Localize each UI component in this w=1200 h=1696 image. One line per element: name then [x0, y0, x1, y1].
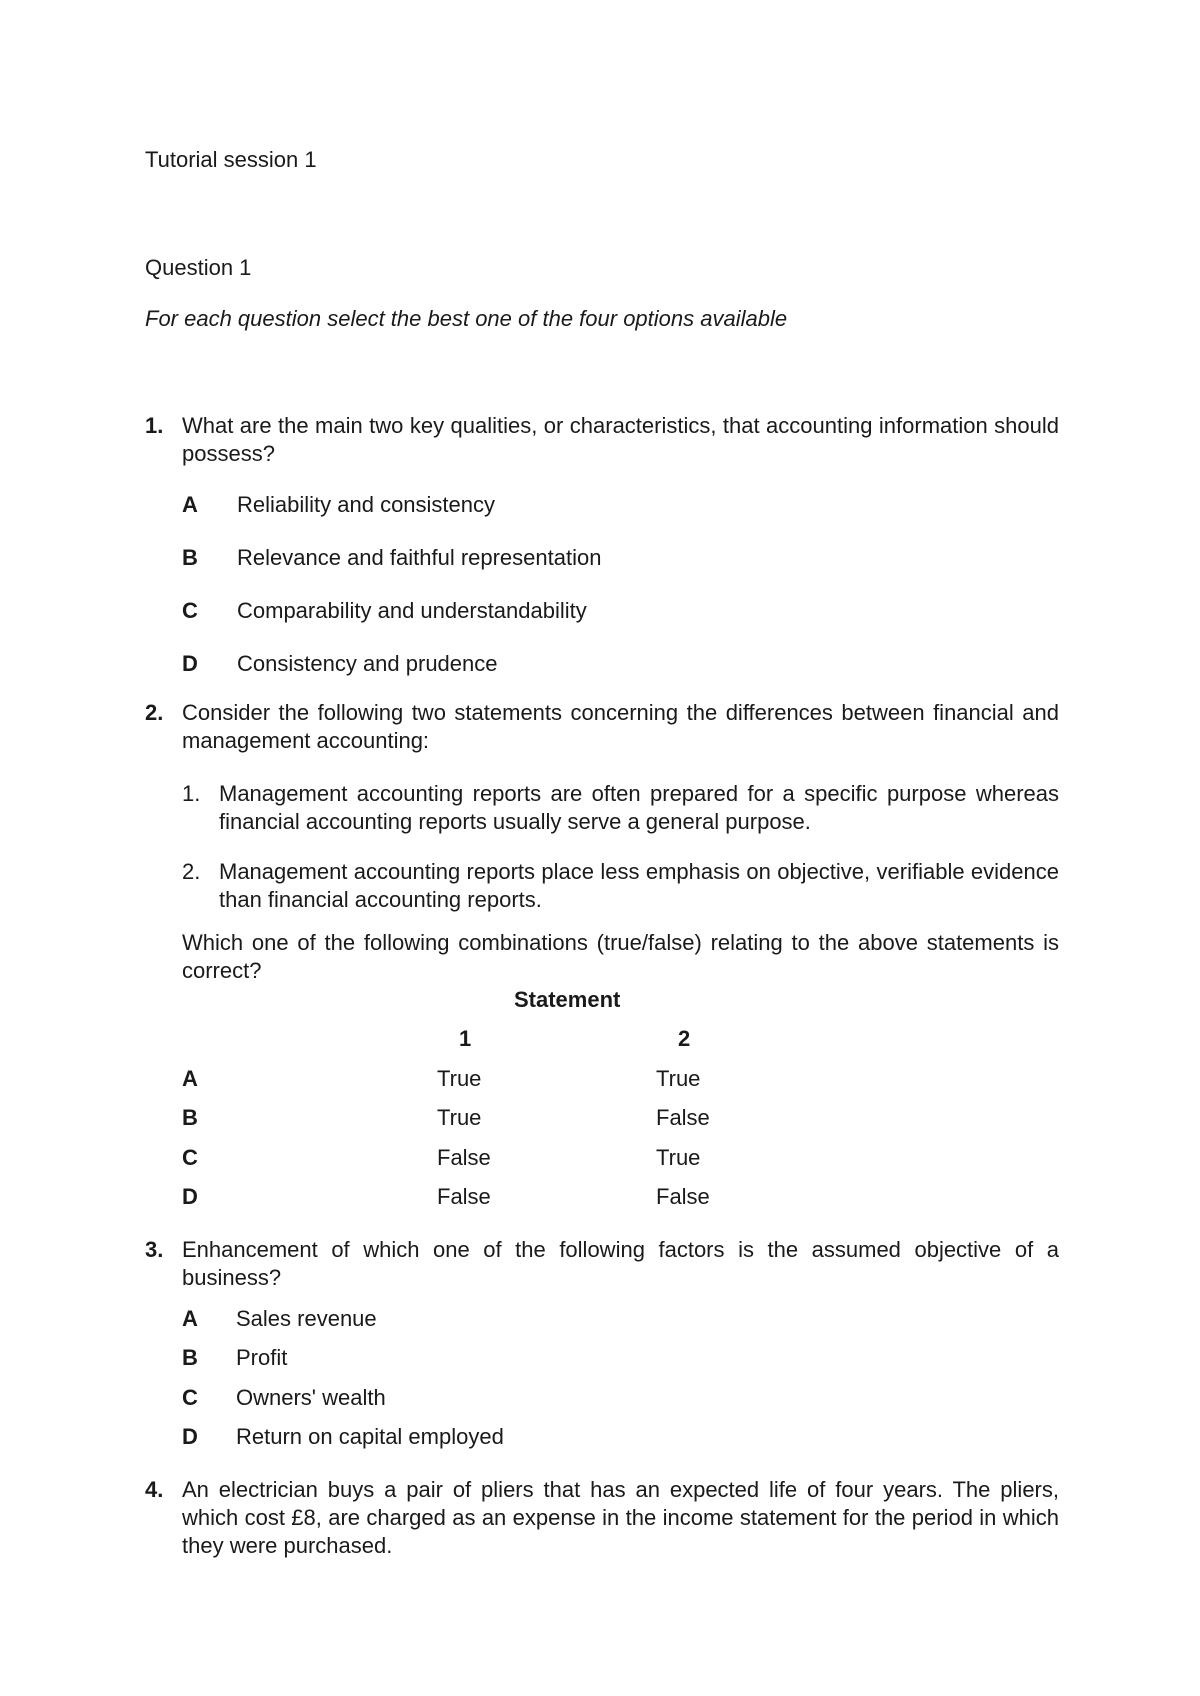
- column-header: 2: [678, 1026, 691, 1051]
- option-text: Comparability and understandability: [237, 598, 587, 623]
- option-letter: B: [182, 545, 198, 570]
- table-heading: Statement: [514, 987, 621, 1012]
- question-number: 4.: [145, 1477, 164, 1502]
- option-text: Reliability and consistency: [237, 492, 496, 517]
- row-letter: D: [182, 1184, 198, 1209]
- statement-number: 1.: [182, 781, 201, 806]
- question-number: 3.: [145, 1237, 164, 1262]
- option-letter: A: [182, 492, 198, 517]
- table-cell: False: [656, 1105, 710, 1130]
- option-letter: B: [182, 1345, 198, 1370]
- question-text: Enhancement of which one of the following factors is the assumed objective of a business?: [182, 1237, 1059, 1290]
- question-text: What are the main two key qualities, or characteristics, that accounting information should possess?: [182, 413, 1059, 466]
- row-letter: C: [182, 1145, 198, 1170]
- statement-text: Management accounting reports place less emphasis on objective, verifiable evidence than financial accounting reports.: [219, 859, 1059, 912]
- question-number: 2.: [145, 700, 164, 725]
- option-text: Relevance and faithful representation: [237, 545, 602, 570]
- option-letter: A: [182, 1306, 198, 1331]
- instruction-text: For each question select the best one of the four options available: [145, 306, 788, 331]
- statement-text: Management accounting reports are often prepared for a specific purpose whereas financial accounting reports usually serve a general purpose.: [219, 781, 1059, 834]
- table-cell: False: [656, 1184, 710, 1209]
- option-text: Profit: [236, 1345, 288, 1370]
- section-heading: Question 1: [145, 255, 252, 280]
- table-cell: True: [656, 1066, 701, 1091]
- option-letter: C: [182, 1385, 198, 1410]
- page-title: Tutorial session 1: [145, 147, 317, 172]
- question-number: 1.: [145, 413, 164, 438]
- option-text: Sales revenue: [236, 1306, 377, 1331]
- table-cell: True: [437, 1105, 482, 1130]
- option-letter: D: [182, 651, 198, 676]
- row-letter: A: [182, 1066, 198, 1091]
- column-header: 1: [459, 1026, 472, 1051]
- statement-number: 2.: [182, 859, 201, 884]
- question-text: An electrician buys a pair of pliers that has an expected life of four years. The pliers, which cost £8, are charged as an expense in the income statement for the period in which they were purchased.: [182, 1477, 1059, 1558]
- row-letter: B: [182, 1105, 198, 1130]
- table-cell: True: [437, 1066, 482, 1091]
- option-text: Owners' wealth: [236, 1385, 386, 1410]
- table-cell: True: [656, 1145, 701, 1170]
- option-letter: D: [182, 1424, 198, 1449]
- option-text: Consistency and prudence: [237, 651, 498, 676]
- table-cell: False: [437, 1184, 491, 1209]
- question-prompt: Which one of the following combinations (true/false) relating to the above statements is correct?: [182, 930, 1059, 983]
- question-text: Consider the following two statements concerning the differences between financial and management accounting:: [182, 700, 1059, 753]
- option-text: Return on capital employed: [236, 1424, 504, 1449]
- table-cell: False: [437, 1145, 491, 1170]
- option-letter: C: [182, 598, 198, 623]
